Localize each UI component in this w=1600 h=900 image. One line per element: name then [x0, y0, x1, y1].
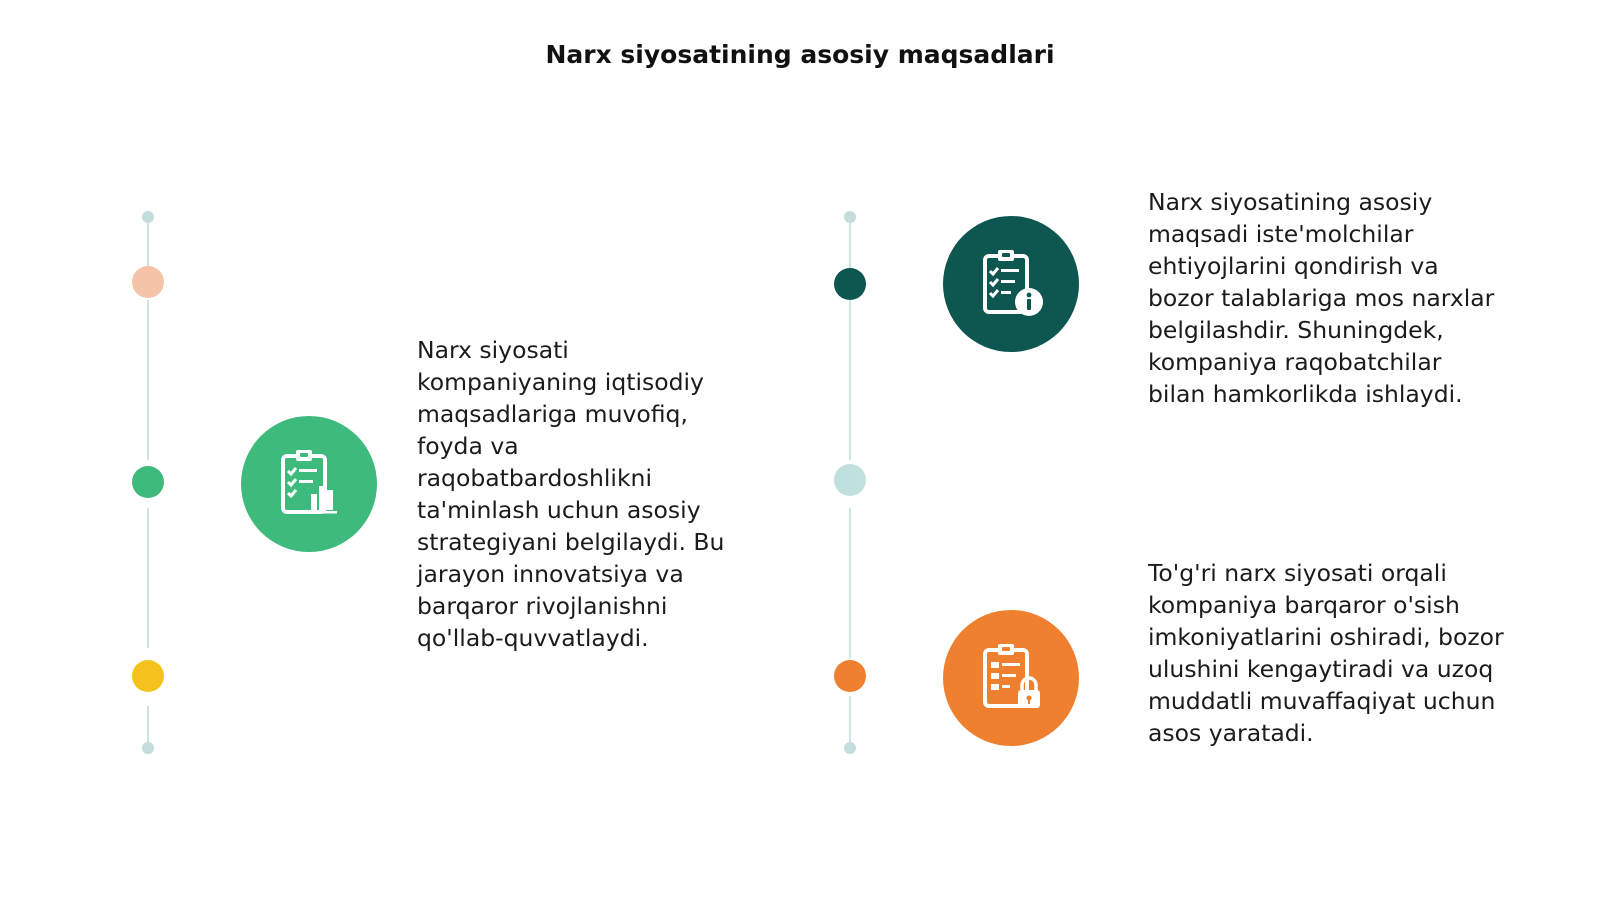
clipboard-chart-icon: [241, 416, 377, 552]
right-timeline: [830, 0, 870, 900]
page-title: Narx siyosatining asosiy maqsadlari: [545, 40, 1055, 69]
timeline-dot-pale-teal: [834, 464, 866, 496]
clipboard-info-icon: [943, 216, 1079, 352]
timeline-dot-green: [132, 466, 164, 498]
clipboard-info-glyph: [973, 246, 1049, 322]
timeline-dot-orange: [834, 660, 866, 692]
timeline-end-cap: [142, 742, 154, 754]
timeline-start-cap: [844, 211, 856, 223]
right-bottom-description: To'g'ri narx siyosati orqali kompaniya barqaror o'sish imkoniyatlarini oshiradi, bozor ulushini kengaytiradi va uzoq muddatli muvaffaqiyat uchun asos yaratadi.: [1148, 559, 1504, 747]
right-top-description: Narx siyosatining asosiy maqsadi iste'molchilar ehtiyojlarini qondirish va bozor talablariga mos narxlar belgilashdir. Shuningdek, kompaniya raqobatchilar bilan hamkorlikda ishlaydi.: [1148, 188, 1495, 408]
left-timeline: [128, 0, 168, 900]
timeline-dot-peach: [132, 266, 164, 298]
timeline-dot-yellow: [132, 660, 164, 692]
clipboard-lock-icon: [943, 610, 1079, 746]
clipboard-chart-glyph: [271, 446, 347, 522]
clipboard-lock-glyph: [973, 640, 1049, 716]
left-description: Narx siyosati kompaniyaning iqtisodiy maqsadlariga muvofiq, foyda va raqobatbardoshlikni ta'minlash uchun asosiy strategiyani belgilaydi. Bu jarayon innovatsiya va barqaror rivojlanishni qo'llab-quvvatlaydi.: [417, 336, 725, 652]
timeline-end-cap: [844, 742, 856, 754]
timeline-dot-dark-teal: [834, 268, 866, 300]
timeline-start-cap: [142, 211, 154, 223]
